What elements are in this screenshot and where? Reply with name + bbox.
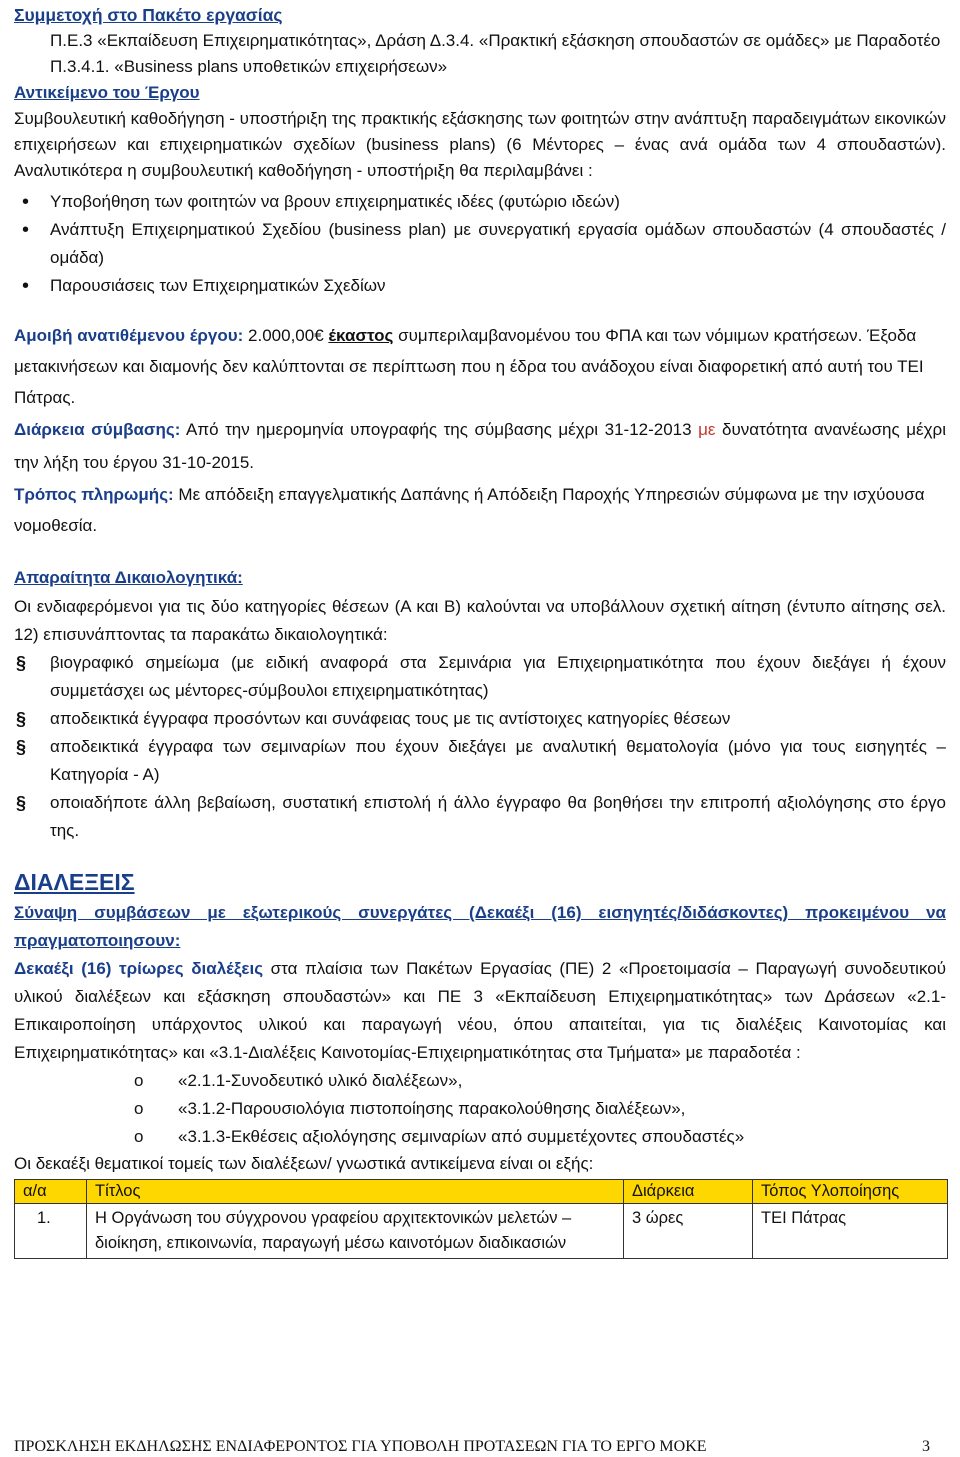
fee-amount: 2.000,00€ [243,326,329,345]
lectures-subtitle: Σύναψη συμβάσεων με εξωτερικούς συνεργάτες (Δεκαέξι (16) εισηγητές/διδάσκοντες) προκειμένου να πραγματοποιησουν: [14,903,946,950]
lectures-paragraph [14,955,946,1067]
participation-section [14,0,946,80]
section-symbol-icon: § [16,653,27,673]
duration-text: Από την ημερομηνία υπογραφής της σύμβασης μέχρι 31-12-2013 [180,420,699,439]
header-aa: α/α [15,1180,87,1204]
duration-red-word: με [698,420,716,439]
page-number: 3 [922,1438,930,1455]
document-item-2 [14,705,946,733]
subject-bullet-3: • Παρουσιάσεις των Επιχειρηματικών Σχεδίων [14,272,946,300]
cell-aa: 1. [15,1204,87,1259]
payment-label: Τρόπος πληρωμής: [14,485,174,504]
lectures-title: ΔΙΑΛΕΞΕΙΣ [14,869,135,895]
footer-text: ΠΡΟΣΚΛΗΣΗ ΕΚΔΗΛΩΣΗΣ ΕΝΔΙΑΦΕΡΟΝΤΟΣ ΓΙΑ ΥΠΟΒΟΛΗ ΠΡΟΤΑΣΕΩΝ ΓΙΑ ΤΟ ΕΡΓΟ ΜΟΚΕ [14,1438,707,1455]
payment-text: Με απόδειξη επαγγελματικής Δαπάνης ή Απόδειξη Παροχής Υπηρεσιών σύμφωνα με την ισχύουσα νομοθεσία. [14,485,925,535]
topics-table [14,1179,948,1259]
duration-text-2: δυνατότητα ανανέωσης μέχρι την λήξη του έργου 31-10-2015. [14,420,946,472]
header-duration: Διάρκεια [624,1180,753,1204]
document-item-1 [14,649,946,705]
duration-paragraph [14,413,946,479]
subject-section [14,80,946,300]
header-title: Τίτλος [87,1180,624,1204]
subject-bullet-1: • Υποβοήθηση των φοιτητών να βρουν επιχειρηματικές ιδέες (φυτώριο ιδεών) [14,188,946,216]
document-item-text: αποδεικτικά έγγραφα των σεμιναρίων που έχουν διεξάγει με αναλυτική θεματολογία (μόνο για τους εισηγητές – Κατηγορία - Α) [50,737,946,784]
documents-heading: Απαραίτητα Δικαιολογητικά: [14,568,243,587]
section-symbol-icon: § [16,793,27,813]
lectures-section [14,865,946,1177]
page-footer [14,1438,930,1456]
duration-label: Διάρκεια σύμβασης: [14,420,181,439]
topics-intro: Οι δεκαέξι θεματικοί τομείς των διαλέξεων/ γνωστικά αντικείμενα είναι οι εξής: [14,1154,594,1173]
deliverable-item-1: o «2.1.1-Συνοδευτικό υλικό διαλέξεων», [14,1067,946,1095]
subject-paragraph: Συμβουλευτική καθοδήγηση - υποστήριξη της πρακτικής εξάσκησης των φοιτητών στην ανάπτυξη παραδειγμάτων εικονικών επιχειρήσεων και επιχειρηματικών σχεδίων (business plans) (6 Μέντορες – ένας ανά ομάδα των 4 σπουδαστών). Αναλυτικότερα η συμβουλευτική καθοδήγηση - υποστήριξη θα περιλαμβάνει : [14,109,946,180]
cell-location: ΤΕΙ Πάτρας [753,1204,948,1259]
document-item-3 [14,733,946,789]
documents-section [14,563,946,845]
lectures-text: στα πλαίσια των Πακέτων Εργασίας (ΠΕ) 2 «Προετοιμασία – Παραγωγή συνοδευτικού υλικού διαλέξεων και εξάσκηση σπουδαστών» και ΠΕ 3 «Εκπαίδευση Επιχειρηματικότητας» των Δράσεων «2.1-Επικαιροποίηση υπάρχοντος υλικού και παραγωγή νέου, όπου απαιτείται, για τις διαλέξεις Καινοτομίας και Επιχειρηματικότητας» και «3.1-Διαλέξεις Καινοτομίας-Επιχειρηματικότητας στα Τμήματα» με παραδοτέα : [14,959,946,1062]
fee-paragraph [14,320,946,413]
subject-heading: Αντικείμενο του Έργου [14,83,200,102]
table-row [15,1204,948,1259]
fee-each: έκαστος [328,326,394,345]
section-symbol-icon: § [16,737,27,757]
lectures-bold-lead: Δεκαέξι (16) τρίωρες διαλέξεις [14,959,264,978]
documents-intro: Οι ενδιαφερόμενοι για τις δύο κατηγορίες θέσεων (Α και Β) καλούνται να υποβάλλουν σχετική αίτηση (έντυπο αίτησης σελ. 12) επισυνάπτοντας τα παρακάτω δικαιολογητικά: [14,597,946,644]
cell-duration: 3 ώρες [624,1204,753,1259]
document-item-text: οποιαδήποτε άλλη βεβαίωση, συστατική επιστολή ή άλλο έγγραφο θα βοηθήσει την επιτροπή αξιολόγησης στο έργο της. [50,793,946,840]
document-item-text: αποδεικτικά έγγραφα προσόντων και συνάφειας τους με τις αντίστοιχες κατηγορίες θέσεων [50,709,731,728]
table-header-row [15,1180,948,1204]
fee-rest: συμπεριλαμβανομένου του ΦΠΑ και των νόμιμων κρατήσεων. Έξοδα μετακινήσεων και διαμονής δεν καλύπτονται σε περίπτωση που η έδρα του ανάδοχου είναι διαφορετική από αυτή του ΤΕΙ Πάτρας. [14,326,924,407]
cell-title: Η Οργάνωση του σύγχρονου γραφείου αρχιτεκτονικών μελετών – διοίκηση, επικοινωνία, παραγωγή μέσω καινοτόμων διαδικασιών [87,1204,624,1259]
deliverable-item-2: o «3.1.2-Παρουσιολόγια πιστοποίησης παρακολούθησης διαλέξεων», [14,1095,946,1123]
participation-heading: Συμμετοχή στο Πακέτο εργασίας [14,5,283,25]
work-package-text: Π.Ε.3 «Εκπαίδευση Επιχειρηματικότητας», Δράση Δ.3.4. «Πρακτική εξάσκηση σπουδαστών σε ομάδες» με Παραδοτέο Π.3.4.1. «Business plans υποθετικών επιχειρήσεων» [50,31,941,76]
subject-bullet-2: • Ανάπτυξη Επιχειρηματικού Σχεδίου (business plan) με συνεργατική εργασία ομάδων σπουδαστών (4 σπουδαστές / ομάδα) [14,216,946,272]
deliverable-item-3: o «3.1.3-Εκθέσεις αξιολόγησης σεμιναρίων από συμμετέχοντες σπουδαστές» [14,1123,946,1151]
document-item-4 [14,789,946,845]
fee-label: Αμοιβή ανατιθέμενου έργου: [14,326,244,345]
payment-paragraph [14,479,946,541]
header-location: Τόπος Υλοποίησης [753,1180,948,1204]
section-symbol-icon: § [16,709,27,729]
document-item-text: βιογραφικό σημείωμα (με ειδική αναφορά στα Σεμινάρια για Επιχειρηματικότητα που έχουν διεξάγει ή έχουν συμμετάσχει ως μέντορες-σύμβουλοι επιχειρηματικότητας) [50,653,946,700]
